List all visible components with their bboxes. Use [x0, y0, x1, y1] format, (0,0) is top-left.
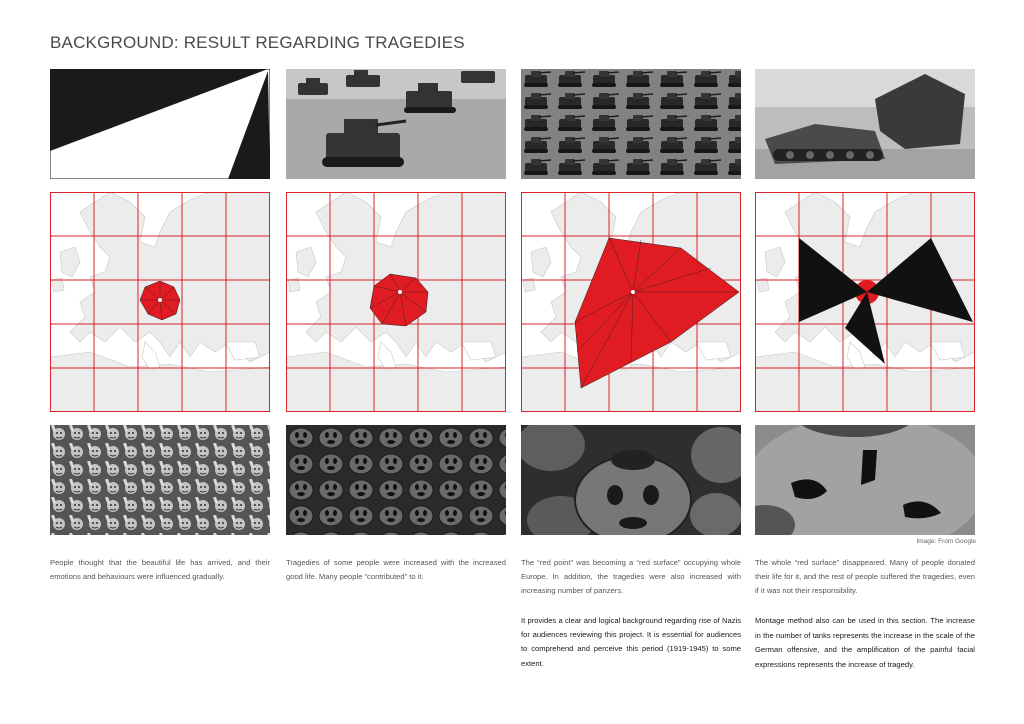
- metal-faces-closeup-photo: [521, 425, 741, 535]
- caption-4: The whole “red surface” disappeared. Many of people donated their life for it, and the rest of people suffered the tragedies, even if it was not their responsibility.: [755, 558, 975, 595]
- saluting-crowd-photo: [50, 425, 270, 535]
- page-title: BACKGROUND: RESULT REGARDING TRAGEDIES: [50, 33, 465, 52]
- caption-3: The “red point” was becoming a “red surface” occupying whole Europe. In addition, the tragedies were also increased with increasing number of panzers.: [521, 558, 741, 595]
- metal-face-extreme-closeup-photo: [755, 425, 975, 535]
- tanks-many-photo: [521, 69, 741, 179]
- tanks-few-photo: [286, 69, 506, 179]
- map-red-point: [50, 192, 270, 412]
- map-red-surface-large: [521, 192, 741, 412]
- montage-paragraph: Montage method also can be used in this section. The increase in the number of tanks represents the increase in the scale of the German offensive, and the amplification of the painful facial expressions represents the increase of tragedy.: [755, 616, 975, 669]
- metal-faces-photo: [286, 425, 506, 535]
- destroyed-tank-photo: [755, 69, 975, 179]
- caption-1: People thought that the beautiful life has arrived, and their emotions and behaviours were influenced gradually.: [50, 558, 270, 581]
- caption-2: Tragedies of some people were increased with the increased good life. Many people “contributed” to it.: [286, 558, 506, 581]
- map-black-bowtie: [755, 192, 975, 412]
- abstract-shape-image: [50, 69, 270, 179]
- background-paragraph: It provides a clear and logical background regarding rise of Nazis for audiences reviewing this project. It is essential for audiences to comprehend and perceive this period (1919-1945) to some extent.: [521, 616, 741, 668]
- image-credit: Image: From Google: [916, 538, 976, 545]
- map-red-polygon-small: [286, 192, 506, 412]
